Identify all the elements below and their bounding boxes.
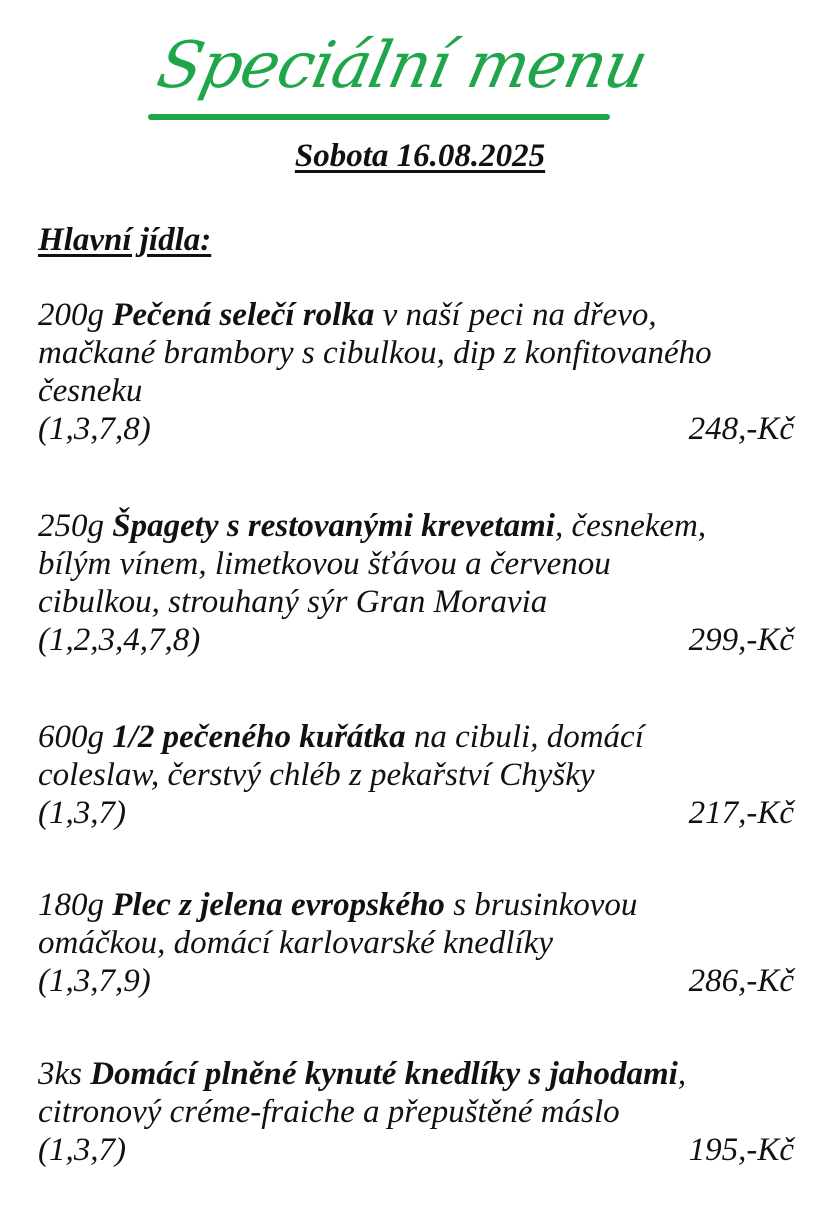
dish-name: 1/2 pečeného kuřátka xyxy=(112,719,406,755)
dish-allergens: (1,3,7,9) xyxy=(38,963,151,999)
dish-description-line: citronový créme-fraiche a přepuštěné máslo xyxy=(38,1094,620,1130)
dish-weight: 200g xyxy=(38,297,104,333)
dish-meta xyxy=(38,410,794,448)
menu-date: Sobota 16.08.2025 xyxy=(294,138,546,174)
menu-header xyxy=(0,18,840,128)
dish-description-line xyxy=(38,296,798,334)
dish-name: Domácí plněné kynuté knedlíky s jahodami xyxy=(90,1056,678,1092)
menu-title: Speciální menu xyxy=(151,29,654,103)
dish-name: Pečená selečí rolka xyxy=(112,297,375,333)
dish-price: 248,-Kč xyxy=(688,411,794,447)
dish-description-line xyxy=(38,886,798,924)
dish-price: 286,-Kč xyxy=(688,963,794,999)
dish-item xyxy=(38,718,798,832)
dish-item xyxy=(38,296,798,448)
dish-description-line: bílým vínem, limetkovou šťávou a červenou xyxy=(38,546,611,582)
dish-desc-text: na cibuli, domácí xyxy=(413,719,644,755)
dish-allergens: (1,3,7) xyxy=(38,795,126,831)
dish-description-line xyxy=(38,507,798,545)
dish-price: 195,-Kč xyxy=(688,1132,794,1168)
dish-desc-text: , xyxy=(677,1056,687,1092)
dish-weight: 3ks xyxy=(38,1056,82,1092)
dish-meta xyxy=(38,962,794,1000)
section-title: Hlavní jídla: xyxy=(38,222,212,258)
dish-description-line: omáčkou, domácí karlovarské knedlíky xyxy=(38,925,553,961)
dish-description-line: česneku xyxy=(38,373,143,409)
dish-desc-text: , česnekem, xyxy=(554,508,707,544)
dish-weight: 180g xyxy=(38,887,104,923)
dish-desc-text: s brusinkovou xyxy=(453,887,638,923)
dish-item xyxy=(38,1055,798,1169)
dish-price: 217,-Kč xyxy=(688,795,794,831)
dish-description-line: cibulkou, strouhaný sýr Gran Moravia xyxy=(38,584,548,620)
dish-price: 299,-Kč xyxy=(688,622,794,658)
dish-item xyxy=(38,507,798,659)
dish-allergens: (1,3,7) xyxy=(38,1132,126,1168)
dish-name: Špagety s restovanými krevetami xyxy=(112,508,555,544)
dish-name: Plec z jelena evropského xyxy=(112,887,445,923)
dish-desc-text: v naší peci na dřevo, xyxy=(382,297,657,333)
dish-weight: 250g xyxy=(38,508,104,544)
dish-meta xyxy=(38,621,794,659)
dish-allergens: (1,2,3,4,7,8) xyxy=(38,622,201,658)
dish-description-line xyxy=(38,1055,798,1093)
dish-description-line: mačkané brambory s cibulkou, dip z konfitovaného xyxy=(38,335,712,371)
dish-meta xyxy=(38,794,794,832)
title-underline xyxy=(148,114,610,120)
dish-meta xyxy=(38,1131,794,1169)
dish-item xyxy=(38,886,798,1000)
dish-description-line: coleslaw, čerstvý chléb z pekařství Chyšky xyxy=(38,757,595,793)
dish-weight: 600g xyxy=(38,719,104,755)
dish-description-line xyxy=(38,718,798,756)
dish-allergens: (1,3,7,8) xyxy=(38,411,151,447)
